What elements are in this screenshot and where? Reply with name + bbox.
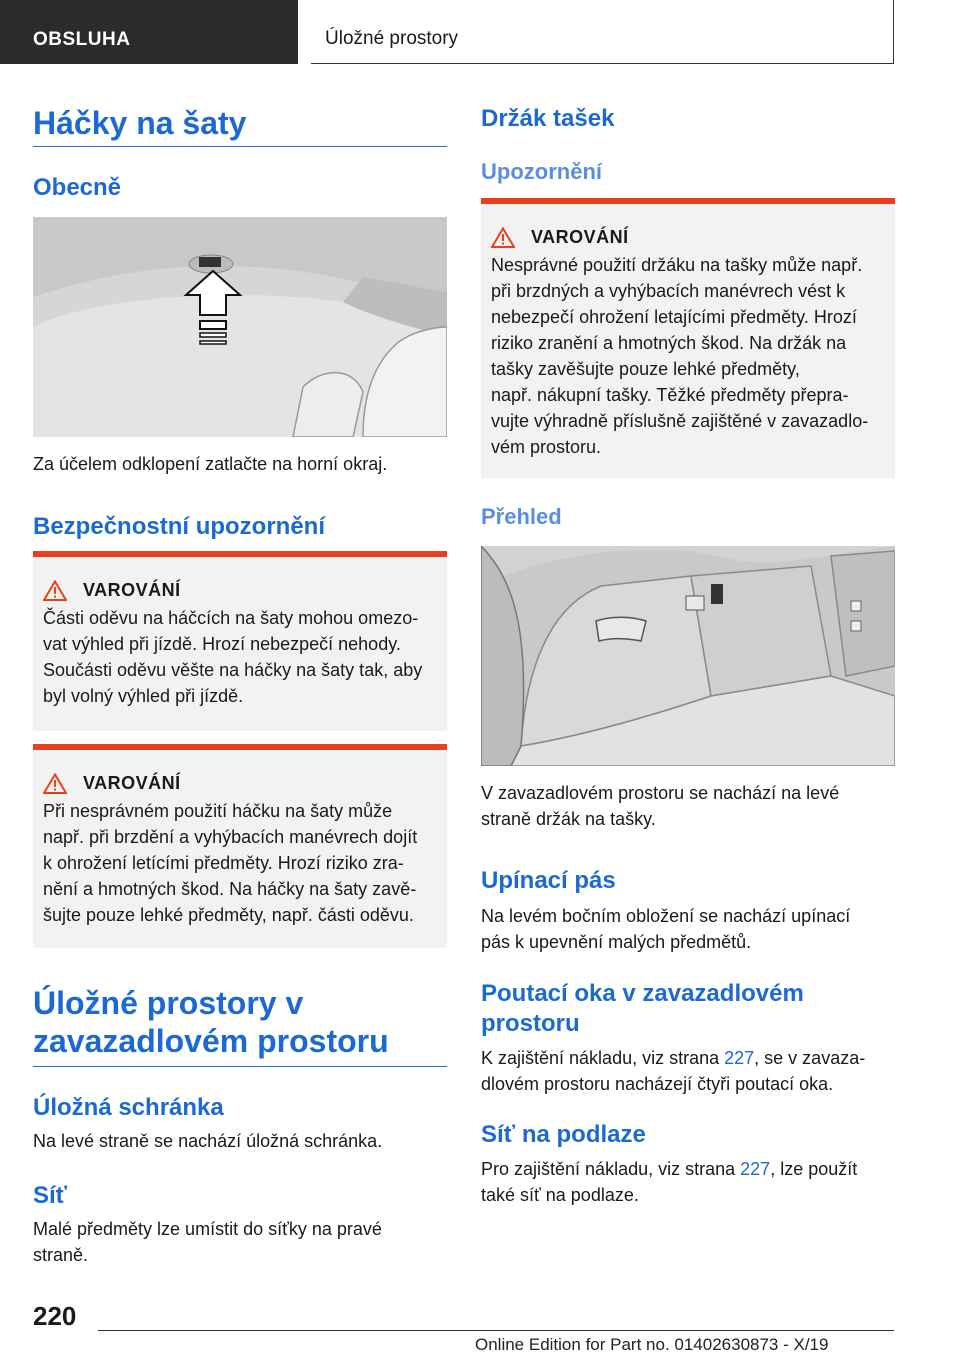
warning-line: Nesprávné použití držáku na tašky může např. [491,255,863,275]
warning-line: Při nesprávném použití háčku na šaty může [43,801,393,821]
text-segment: , lze použít [770,1159,858,1179]
heading-safety: Bezpečnostní upozornění [33,513,326,540]
section-label: OBSLUHA [33,29,131,50]
heading-rule [33,146,447,147]
text-segment: K zajištění nákladu, viz strana [481,1048,725,1068]
heading-compartment: Úložná schránka [33,1094,224,1121]
chapter-title: Úložné prostory [325,28,459,49]
text-segment: Pro zajištění nákladu, viz strana [481,1159,741,1179]
warning-triangle-icon [43,580,67,601]
page-link-227[interactable]: 227 [740,1159,771,1179]
footer-edition: Online Edition for Part no. 01402630873 - X/19 [475,1335,829,1354]
page-number: 220 [33,1301,77,1331]
clothes-hook-image [33,217,447,437]
warning-line: vém prostoru. [491,437,602,457]
warning-title: VAROVÁNÍ [83,580,181,600]
heading-storage-line1: Úložné prostory v [33,985,304,1021]
text-floor-line2: také síť na podlaze. [481,1185,639,1205]
warning-line: vujte výhradně příslušně zajištěné v zavazadlo- [491,411,869,431]
heading-hooks: Háčky na šaty [33,105,247,141]
warning-line: nění a hmotných škod. Na háčky na šaty zavě- [43,879,417,899]
heading-strap: Upínací pás [481,867,616,894]
text-segment: , se v zavaza- [754,1048,866,1068]
warning-triangle-icon [43,773,67,794]
warning-box-2 [33,744,447,948]
text-net-line2: straně. [33,1245,89,1265]
text-strap-line2: pás k upevnění malých předmětů. [481,932,752,952]
warning-line: k ohrožení letícími předměty. Hrozí riziko zra- [43,853,404,873]
warning-line: Součásti oděvu věšte na háčky na šaty tak, aby [43,660,423,680]
warning-title: VAROVÁNÍ [83,773,181,793]
heading-general: Obecně [33,174,122,201]
text-net-line1: Malé předměty lze umístit do síťky na pravé [33,1219,382,1239]
caption-hooks: Za účelem odklopení zatlačte na horní okraj. [33,454,388,474]
heading-storage-line2: zavazadlovém prostoru [33,1023,389,1059]
warning-line: riziko zranění a hmotných škod. Na držák na [491,333,847,353]
text-strap-line1: Na levém bočním obložení se nachází upínací [481,906,851,926]
text-overview-line2: straně držák na tašky. [481,809,656,829]
chapter-header [311,0,894,64]
heading-overview: Přehled [481,504,562,529]
heading-notice: Upozornění [481,159,602,184]
warning-title: VAROVÁNÍ [531,227,629,247]
warning-line: tašky zavěšujte pouze lehké předměty, [491,359,800,379]
heading-bag-holder: Držák tašek [481,105,615,132]
warning-line: např. nákupní tašky. Těžké předměty přepra- [491,385,849,405]
text-overview-line1: V zavazadlovém prostoru se nachází na levé [481,783,840,803]
text-floor-line1 [481,1156,857,1182]
text-compartment: Na levé straně se nachází úložná schránka. [33,1131,383,1151]
warning-triangle-icon [491,227,515,248]
heading-eyes-line2: prostoru [481,1010,580,1037]
heading-floor-net: Síť na podlaze [481,1121,646,1148]
warning-line: šujte pouze lehké předměty, např. části oděvu. [43,905,414,925]
warning-line: Části oděvu na háčcích na šaty mohou omezo- [43,608,419,628]
text-eyes-line1 [481,1045,865,1071]
text-eyes-line2: dlovém prostoru nacházejí čtyři poutací oka. [481,1074,834,1094]
warning-box-3 [481,198,895,478]
heading-rule [33,1066,447,1067]
page-link-227[interactable]: 227 [724,1048,755,1068]
heading-net: Síť [33,1182,68,1209]
warning-line: např. při brzdění a vyhýbacích manévrech dojít [43,827,418,847]
warning-line: byl volný výhled při jízdě. [43,686,244,706]
trunk-image [481,546,895,766]
warning-line: při brzdných a vyhýbacích manévrech vést k [491,281,846,301]
warning-line: nebezpečí ohrožení letajícími předměty. Hrozí [491,307,857,327]
section-tab [0,0,298,64]
heading-eyes-line1: Poutací oka v zavazadlovém [481,980,804,1007]
footer-rule [98,1330,894,1331]
warning-box-1 [33,551,447,731]
warning-line: vat výhled při jízdě. Hrozí nebezpečí nehody. [43,634,401,654]
